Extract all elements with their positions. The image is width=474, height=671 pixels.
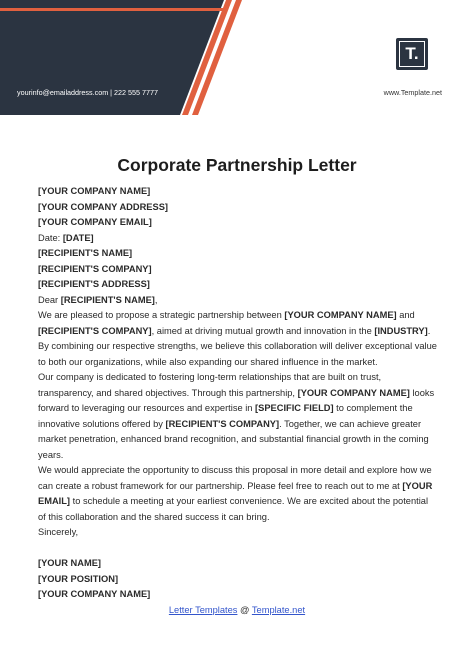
p2-recipient-company: [RECIPIENT'S COMPANY] — [165, 418, 280, 429]
signature-block — [38, 556, 438, 603]
paragraph-1 — [38, 308, 438, 370]
recipient-name: [RECIPIENT'S NAME] — [38, 248, 133, 258]
p1-industry: [INDUSTRY] — [374, 325, 428, 336]
p2-text-g: . Together, we can achieve greater market penetration, enhanced brand recognition, and substantial financial growth in the coming years. — [38, 418, 429, 460]
contact-info: yourinfo@emailaddress.com | 222 555 7777 — [17, 88, 159, 97]
p2-specific-field: [SPECIFIC FIELD] — [255, 403, 334, 413]
letter-header — [0, 0, 474, 115]
spacer — [38, 541, 438, 557]
p1-text-c: and — [396, 310, 415, 320]
p2-text-c: looks forward to leveraging our resources and expertise in — [38, 387, 435, 413]
p1-text-g: . By combining our respective strengths, we believe this collaboration will deliver exceptional value to both our organizations, while also expanding our shared influence in the market. — [38, 325, 437, 367]
date-label: Date: — [38, 232, 63, 243]
letter-templates-link[interactable]: Letter Templates — [168, 605, 238, 615]
salutation-name: [RECIPIENT'S NAME] — [60, 294, 155, 305]
signature-company: [YOUR COMPANY NAME] — [38, 589, 151, 599]
site-url: www.Template.net — [383, 88, 442, 97]
p1-text-e: , aimed at driving mutual growth and innovation in the — [151, 325, 375, 336]
signature-name: [YOUR NAME] — [38, 558, 102, 568]
p2-text-a: Our company is dedicated to fostering long-term relationships that are built on trust, transparency, and shared objectives. Through this partnership, — [38, 372, 382, 398]
p2-text-e: to complement the innovative solutions offered by — [38, 403, 413, 429]
paragraph-3 — [38, 463, 438, 525]
footer — [0, 605, 474, 615]
closing: Sincerely, — [38, 527, 79, 537]
p1-text-a: We are pleased to propose a strategic partnership between — [38, 310, 285, 320]
header-stripe-top — [0, 8, 224, 11]
salutation-suffix: , — [154, 294, 158, 305]
p1-recipient-company: [RECIPIENT'S COMPANY] — [38, 325, 152, 336]
sender-company-address: [YOUR COMPANY ADDRESS] — [38, 201, 168, 212]
signature-position: [YOUR POSITION] — [38, 573, 119, 584]
p3-text-c: to schedule a meeting at your earliest convenience. We are excited about the potential of this collaboration and the shared success it can bring. — [38, 496, 429, 522]
recipient-company: [RECIPIENT'S COMPANY] — [38, 263, 152, 274]
p3-text-a: We would appreciate the opportunity to discuss this proposal in more detail and explore how we can create a robust framework for our partnership. Please feel free to reach out to me at — [38, 465, 432, 491]
logo-letter: T. — [399, 41, 425, 67]
sender-block — [38, 184, 438, 308]
sender-company-name: [YOUR COMPANY NAME] — [38, 186, 151, 196]
letter-body — [38, 184, 438, 603]
sender-company-email: [YOUR COMPANY EMAIL] — [38, 217, 152, 227]
p3-your-email: [YOUR EMAIL] — [38, 480, 433, 506]
date-value: [DATE] — [62, 232, 94, 243]
p1-company-name: [YOUR COMPANY NAME] — [284, 310, 397, 320]
paragraph-2 — [38, 370, 438, 463]
template-net-link[interactable]: Template.net — [251, 605, 306, 615]
template-logo-icon — [396, 38, 428, 70]
page-title: Corporate Partnership Letter — [117, 155, 357, 175]
footer-separator: @ — [237, 605, 252, 615]
recipient-address: [RECIPIENT'S ADDRESS] — [38, 279, 150, 289]
p2-company-name: [YOUR COMPANY NAME] — [297, 387, 410, 398]
salutation-prefix: Dear — [38, 294, 61, 305]
